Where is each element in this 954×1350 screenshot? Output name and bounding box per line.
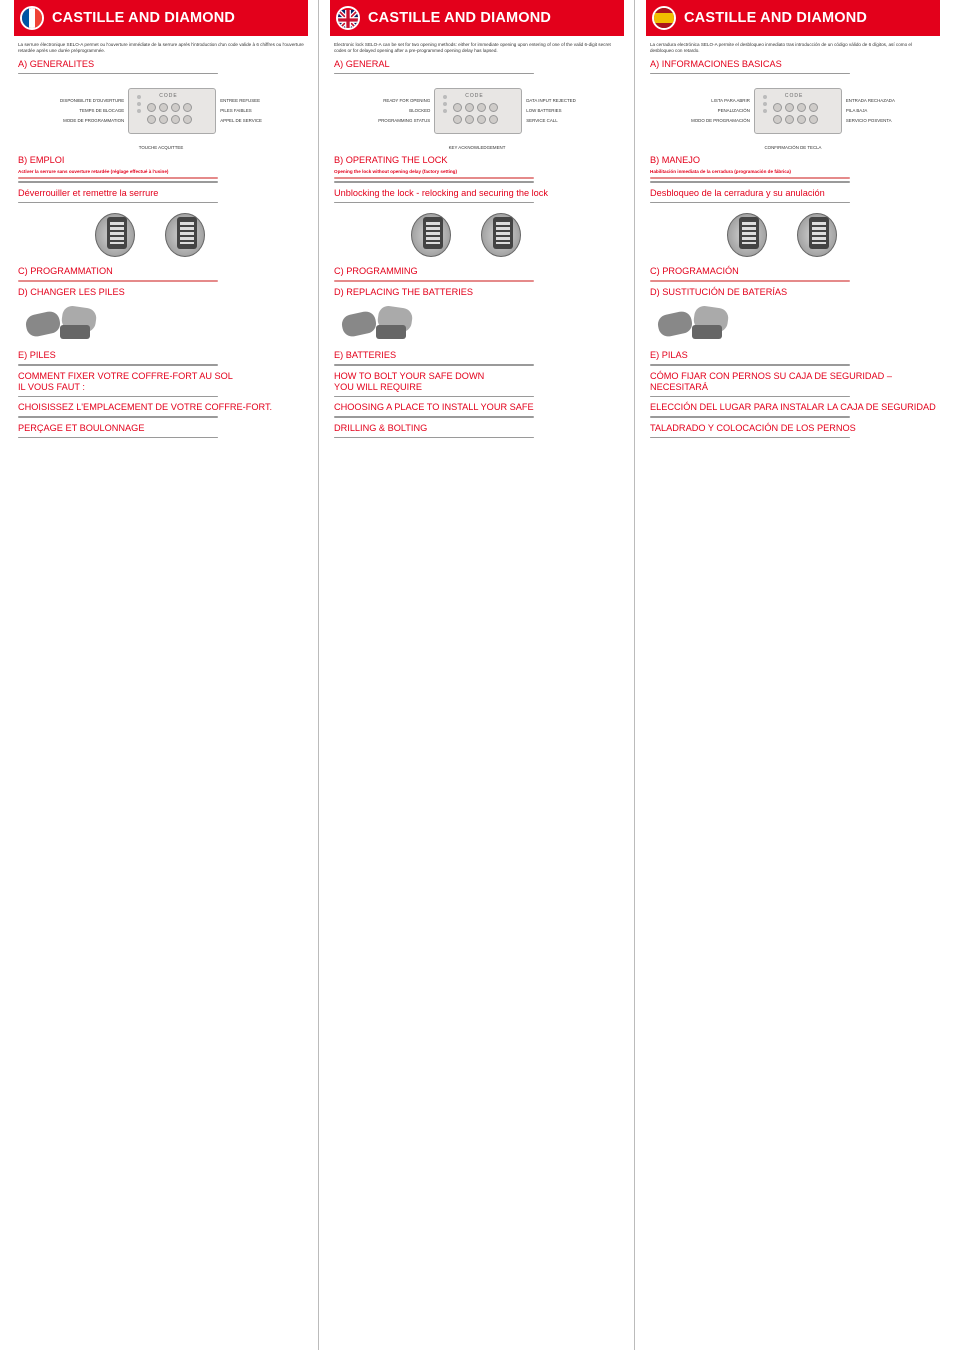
column-english xyxy=(324,0,630,1350)
spain-flag-icon xyxy=(652,6,676,30)
section-heading: COMMENT FIXER VOTRE COFFRE-FORT AU SOL IL VOUS FAUT : xyxy=(18,370,233,392)
section-heading: A) GENERAL xyxy=(334,58,390,69)
section-heading: D) CHANGER LES PILES xyxy=(18,286,125,297)
section-heading: DRILLING & BOLTING xyxy=(334,422,428,433)
keypad-label-left: PENALIZACIÓN xyxy=(717,108,750,114)
section-heading: B) EMPLOI xyxy=(18,155,65,166)
text-lines xyxy=(334,280,620,282)
france-flag-icon xyxy=(20,6,44,30)
text-lines xyxy=(18,280,304,282)
section-heading: ELECCIÓN DEL LUGAR PARA INSTALAR LA CAJA DE SEGURIDAD xyxy=(650,402,936,413)
keypad-diagram xyxy=(334,79,620,143)
brand-banner xyxy=(330,0,624,36)
keypad-label-left: BLOCKED xyxy=(409,108,431,114)
keypad-label-left: READY FOR OPENING xyxy=(383,98,431,104)
section-heading: Unblocking the lock - relocking and securing the lock xyxy=(334,187,548,198)
keypad-label-left: MODE DE PROGRAMMATION xyxy=(63,118,125,124)
section-heading: B) OPERATING THE LOCK xyxy=(334,155,448,166)
brand-title: CASTILLE AND DIAMOND xyxy=(684,10,868,26)
text-lines xyxy=(334,202,620,204)
uk-flag-icon xyxy=(336,6,360,30)
keypad-label-right: SERVICE CALL xyxy=(526,118,558,124)
text-lines xyxy=(650,396,936,398)
column-divider xyxy=(318,0,319,1350)
keypad-label-left: LISTA PARA ABRIR xyxy=(711,98,750,104)
text-lines xyxy=(18,396,304,398)
text-lines xyxy=(650,73,936,75)
text-lines xyxy=(18,364,304,366)
subheading: Activer la serrure sans ouverture retardée (réglage effectué à l'usine) xyxy=(18,169,169,175)
keypad-panel-icon: CODE xyxy=(754,88,842,134)
subheading: Habilitación inmediata de la cerradura (programación de fábrica) xyxy=(650,169,791,175)
battery-replacement-icon xyxy=(338,301,418,345)
text-lines xyxy=(650,280,936,282)
text-lines xyxy=(650,416,936,418)
keypad-label-right: PILA BAJA xyxy=(845,108,868,114)
keypad-label-left: TEMPS DE BLOCAGE xyxy=(79,108,125,114)
text-lines xyxy=(334,73,620,75)
keypad-label-right: SERVICIO POSVENTA xyxy=(845,118,892,124)
keypad-panel-icon: CODE xyxy=(434,88,522,134)
brand-title: CASTILLE AND DIAMOND xyxy=(52,10,236,26)
keypad-panel-icon: CODE xyxy=(128,88,216,134)
keypad-label-right: ENTRADA RECHAZADA xyxy=(845,98,895,104)
section-heading: C) PROGRAMMING xyxy=(334,266,418,277)
intro-text: Electronic lock SELO-A can be set for two opening methods: either for immediate opening upon entering of one of the valid 6-digit secret codes or for delayed opening after a pre-programmed opening delay has lapsed. xyxy=(334,42,611,53)
text-lines xyxy=(18,73,304,75)
keypad-label-right: APPEL DE SERVICE xyxy=(220,118,262,124)
section-heading: D) REPLACING THE BATTERIES xyxy=(334,286,474,297)
text-lines xyxy=(650,181,936,183)
section-heading: C) PROGRAMMATION xyxy=(18,266,113,277)
text-lines xyxy=(18,202,304,204)
section-heading: E) PILAS xyxy=(650,349,688,360)
section-heading: C) PROGRAMACIÓN xyxy=(650,266,739,277)
lock-keypad-icon xyxy=(793,207,863,261)
section-heading: Desbloqueo de la cerradura y su anulación xyxy=(650,187,825,198)
section-heading: HOW TO BOLT YOUR SAFE DOWN YOU WILL REQUIRE xyxy=(334,370,485,392)
brand-title: CASTILLE AND DIAMOND xyxy=(368,10,552,26)
lock-keypad-icon xyxy=(723,207,793,261)
column-french xyxy=(8,0,314,1350)
section-heading: Déverrouiller et remettre la serrure xyxy=(18,187,159,198)
section-heading: CÓMO FIJAR CON PERNOS SU CAJA DE SEGURIDAD – NECESITARÁ xyxy=(650,370,892,392)
column-spanish xyxy=(640,0,946,1350)
lock-keypad-icon xyxy=(407,207,477,261)
text-lines xyxy=(650,437,936,439)
section-heading: E) PILES xyxy=(18,349,56,360)
keypad-label-right: PILES FAIBLES xyxy=(220,108,252,114)
keypad-label-right: DATA INPUT REJECTED xyxy=(526,98,576,104)
keypad-label-bottom: KEY ACKNOWLEDGEMENT xyxy=(448,145,506,151)
keypad-label-bottom: CONFIRMACIÓN DE TECLA xyxy=(764,145,822,151)
section-heading: A) INFORMACIONES BASICAS xyxy=(650,58,782,69)
lock-keypad-icon xyxy=(161,207,231,261)
text-lines xyxy=(334,437,620,439)
keypad-label-bottom: TOUCHE ACQUITTEE xyxy=(138,145,184,151)
brand-banner xyxy=(646,0,940,36)
text-lines xyxy=(650,364,936,366)
section-heading: B) MANEJO xyxy=(650,155,701,166)
brand-banner xyxy=(14,0,308,36)
text-lines xyxy=(334,181,620,183)
section-heading: TALADRADO Y COLOCACIÓN DE LOS PERNOS xyxy=(650,422,856,433)
section-heading: CHOISISSEZ L'EMPLACEMENT DE VOTRE COFFRE-FORT. xyxy=(18,402,273,413)
intro-text: La serrure électronique SELO-A permet ou l'ouverture immédiate de la serrure après l'introduction d'un code valide à 6 chiffres ou l'ouverture retardée après une durée préprogrammée. xyxy=(18,42,304,53)
subheading: Opening the lock without opening delay (factory setting) xyxy=(334,169,458,175)
lock-keypad-icon xyxy=(477,207,547,261)
text-lines xyxy=(650,177,936,179)
section-heading: D) SUSTITUCIÓN DE BATERÍAS xyxy=(650,286,788,297)
section-heading: CHOOSING A PLACE TO INSTALL YOUR SAFE xyxy=(334,402,534,413)
text-lines xyxy=(334,396,620,398)
section-heading: E) BATTERIES xyxy=(334,349,397,360)
keypad-diagram xyxy=(18,79,304,143)
battery-replacement-icon xyxy=(654,301,734,345)
keypad-label-left: PROGRAMMING STATUS xyxy=(378,118,431,124)
keypad-diagram xyxy=(650,79,936,143)
text-lines xyxy=(18,437,304,439)
text-lines xyxy=(18,181,304,183)
keypad-label-left: DISPONIBILITE D'OUVERTURE xyxy=(60,98,125,104)
lock-keypad-icon xyxy=(91,207,161,261)
keypad-label-right: LOW BATTERIES xyxy=(526,108,562,114)
column-divider xyxy=(634,0,635,1350)
text-lines xyxy=(18,416,304,418)
keypad-label-right: ENTREE REFUSEE xyxy=(220,98,261,104)
text-lines xyxy=(334,416,620,418)
text-lines xyxy=(334,364,620,366)
keypad-label-left: MODO DE PROGRAMACIÓN xyxy=(691,118,750,124)
text-lines xyxy=(334,177,620,179)
battery-replacement-icon xyxy=(22,301,102,345)
text-lines xyxy=(650,202,936,204)
section-heading: PERÇAGE ET BOULONNAGE xyxy=(18,422,145,433)
intro-text: La cerradura electrónica SELO-A permite el desbloqueo inmediato tras introducción de un código válido de 6 dígitos, así como el desbloqueo con retardo. xyxy=(650,42,912,53)
text-lines xyxy=(18,177,304,179)
section-heading: A) GENERALITES xyxy=(18,58,95,69)
